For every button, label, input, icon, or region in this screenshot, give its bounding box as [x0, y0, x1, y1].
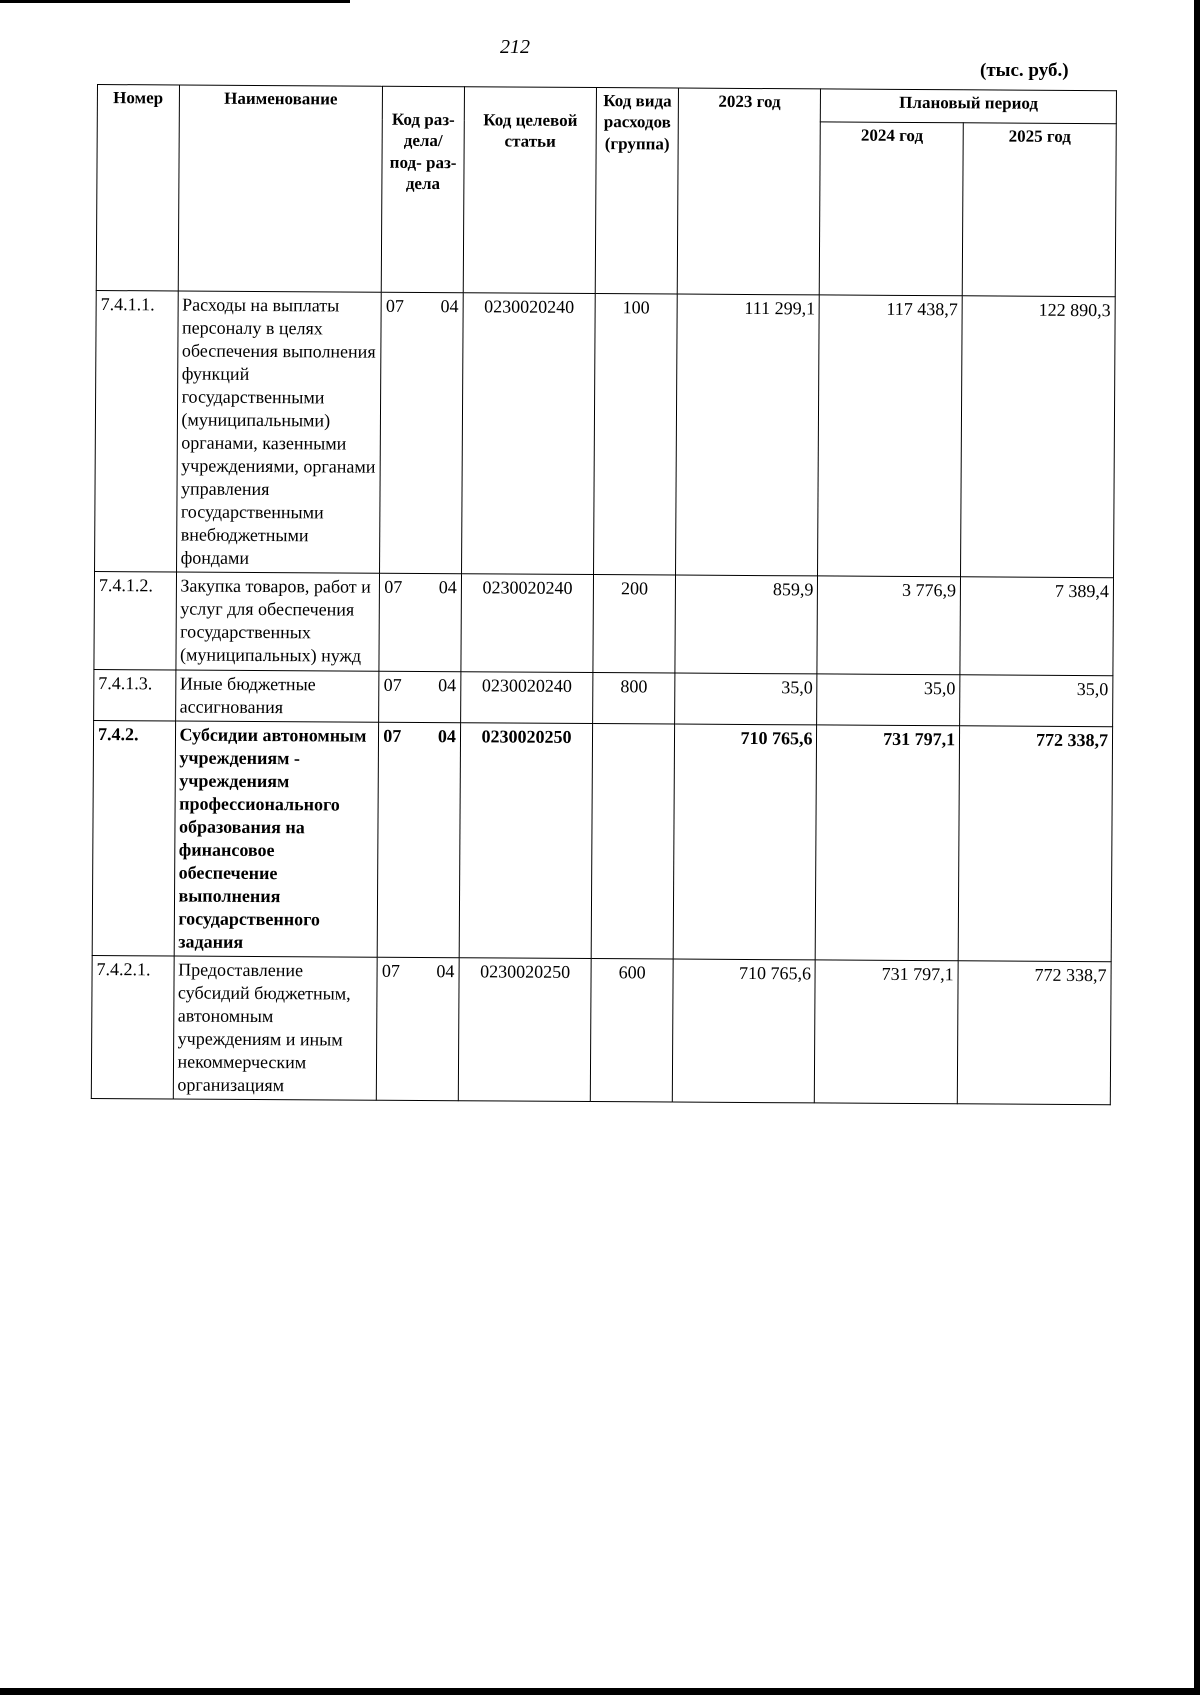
row-section: 07	[383, 674, 402, 695]
row-expense-type: 100	[594, 294, 677, 576]
row-name: Закупка товаров, работ и услуг для обеспечения государственных (муниципальных) нужд	[175, 572, 379, 670]
header-razdel: Код раз- дела/ под- раз- дела	[382, 86, 465, 292]
row-2024: 35,0	[817, 673, 960, 725]
table-row	[94, 669, 1113, 726]
table-row	[92, 720, 1112, 962]
row-subsection: 04	[438, 577, 457, 598]
row-2025: 772 338,7	[958, 725, 1112, 961]
page-number: 212	[500, 36, 530, 58]
row-section: 07	[383, 725, 402, 746]
row-2023: 859,9	[675, 575, 818, 673]
row-2025: 7 389,4	[960, 577, 1113, 675]
row-2025: 35,0	[960, 674, 1113, 726]
row-2025: 772 338,7	[957, 961, 1111, 1105]
row-number: 7.4.1.3.	[94, 669, 176, 721]
row-name: Субсидии автономным учреждениям - учреждениям профессионального образования на финансовое обеспечение выполнения государственного задания	[174, 721, 379, 958]
row-2024: 3 776,9	[817, 576, 960, 674]
header-number: Номер	[96, 85, 179, 291]
row-section: 07	[381, 960, 400, 981]
row-target: 0230020240	[461, 574, 594, 672]
scan-edge-right	[1194, 0, 1200, 1695]
row-razdel	[379, 574, 461, 672]
row-number: 7.4.2.1.	[91, 955, 173, 1099]
header-plan-period: Плановый период	[821, 89, 1117, 124]
row-subsection: 04	[436, 960, 455, 982]
scan-edge-bottom	[0, 1688, 1200, 1695]
row-2024: 117 438,7	[818, 295, 962, 577]
row-2023: 710 765,6	[672, 959, 816, 1103]
row-2024: 731 797,1	[816, 724, 960, 960]
header-year-2025: 2025 год	[962, 123, 1116, 297]
header-expense-type: Код вида расходов (группа)	[596, 88, 679, 294]
header-year-2023: 2023 год	[677, 88, 821, 295]
header-year-2024: 2024 год	[820, 122, 964, 296]
row-name: Расходы на выплаты персоналу в целях обеспечения выполнения функций государственными (муниципальными) органами, казенными учреждениями, органами управления государственными внебюджетными фондами	[176, 291, 382, 574]
budget-table	[91, 84, 1117, 1105]
row-number: 7.4.1.2.	[94, 572, 176, 670]
row-number: 7.4.2.	[92, 720, 175, 956]
row-target: 0230020240	[460, 671, 593, 723]
units-label: (тыс. руб.)	[980, 60, 1069, 81]
row-expense-type: 600	[591, 958, 673, 1102]
scan-edge-top	[0, 0, 350, 3]
row-target: 0230020250	[459, 722, 593, 958]
table-row	[94, 572, 1114, 675]
header-name: Наименование	[178, 85, 383, 292]
row-name: Предоставление субсидий бюджетным, автономным учреждениям и иным некоммерческим организациям	[173, 956, 378, 1100]
row-razdel	[377, 957, 459, 1101]
row-subsection: 04	[437, 725, 456, 746]
row-subsection: 04	[438, 674, 457, 695]
row-number: 7.4.1.1.	[95, 290, 178, 572]
row-2025: 122 890,3	[961, 296, 1116, 578]
row-expense-type: 800	[593, 672, 675, 724]
row-expense-type	[591, 723, 674, 959]
row-2023: 710 765,6	[673, 724, 817, 960]
header-target: Код целевой статьи	[463, 87, 597, 294]
row-section: 07	[384, 577, 403, 598]
row-subsection: 04	[440, 296, 459, 317]
table-row	[95, 290, 1116, 578]
table-row	[91, 955, 1111, 1104]
row-target: 0230020240	[461, 293, 595, 575]
row-expense-type: 200	[593, 575, 675, 673]
row-target: 0230020250	[458, 958, 591, 1102]
row-razdel	[379, 671, 461, 723]
row-2023: 111 299,1	[675, 294, 819, 576]
row-2024: 731 797,1	[815, 960, 959, 1104]
header-row	[97, 85, 1116, 124]
row-razdel	[380, 292, 463, 574]
row-razdel	[377, 722, 460, 958]
row-name: Иные бюджетные ассигнования	[175, 669, 379, 721]
row-section: 07	[385, 295, 405, 316]
row-2023: 35,0	[674, 673, 817, 725]
